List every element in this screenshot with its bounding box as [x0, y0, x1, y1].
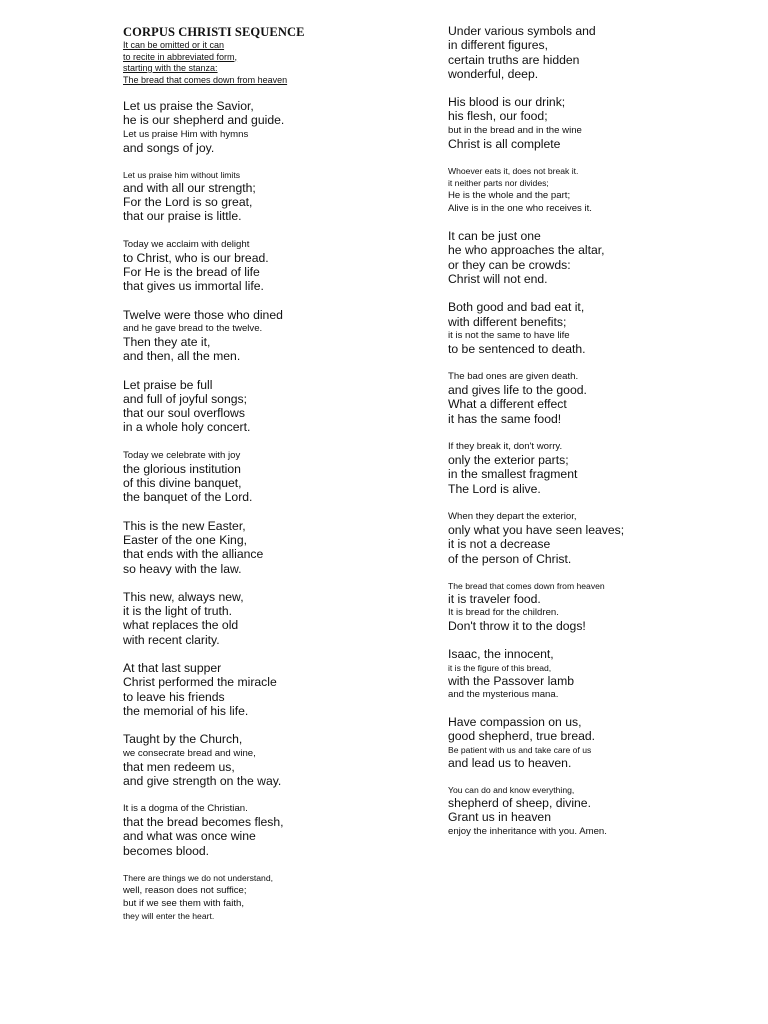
header-note: starting with the stanza:: [123, 63, 218, 73]
stanza: [448, 510, 748, 566]
stanza: [448, 440, 748, 496]
header-note: It can be omitted or it can: [123, 40, 225, 50]
verse-line: Twelve were those who dined: [123, 307, 283, 322]
verse-line: in different figures,: [448, 38, 549, 53]
verse-line: the glorious institution: [123, 461, 241, 476]
left-stanza-list: [123, 99, 423, 922]
verse-line: His blood is our drink;: [448, 95, 566, 110]
verse-line: Today we acclaim with delight: [123, 238, 250, 250]
verse-line: with different benefits;: [448, 314, 567, 329]
verse-line: of the person of Christ.: [448, 551, 572, 566]
verse-line: that ends with the alliance: [123, 547, 264, 562]
verse-line: that gives us immortal life.: [123, 279, 264, 294]
verse-line: but if we see them with faith,: [123, 897, 245, 909]
header-note: to recite in abbreviated form,: [123, 51, 238, 62]
verse-line: At that last supper: [123, 661, 222, 676]
stanza: [123, 590, 423, 647]
verse-line: Isaac, the innocent,: [448, 647, 554, 662]
verse-line: with recent clarity.: [123, 632, 220, 647]
verse-line: For the Lord is so great,: [123, 195, 253, 210]
verse-line: with the Passover lamb: [448, 673, 574, 688]
stanza: [448, 95, 748, 151]
verse-line: or they can be crowds:: [448, 257, 571, 272]
stanza: [123, 169, 423, 224]
verse-line: The Lord is alive.: [448, 481, 541, 496]
verse-line: The bad ones are given death.: [448, 371, 579, 383]
stanza: [123, 449, 423, 505]
verse-line: that the bread becomes flesh,: [123, 815, 284, 830]
header-note: The bread that comes down from heaven: [123, 74, 288, 85]
verse-line: it is traveler food.: [448, 591, 541, 606]
verse-line: and he gave bread to the twelve.: [123, 322, 263, 334]
verse-line: it neither parts nor divides;: [448, 178, 549, 189]
verse-line: only what you have seen leaves;: [448, 522, 625, 537]
verse-line: only the exterior parts;: [448, 453, 569, 468]
verse-line: It is bread for the children.: [448, 607, 559, 619]
stanza: [123, 802, 423, 858]
verse-line: and the mysterious mana.: [448, 689, 559, 701]
verse-line: Christ will not end.: [448, 271, 548, 286]
stanza: [123, 872, 423, 922]
stanza: [123, 378, 423, 435]
verse-line: we consecrate bread and wine,: [123, 747, 256, 759]
verse-line: Today we celebrate with joy: [123, 449, 241, 461]
verse-line: Be patient with us and take care of us: [448, 744, 592, 755]
verse-line: it has the same food!: [448, 411, 562, 426]
verse-line: they will enter the heart.: [123, 910, 215, 921]
verse-line: wonderful, deep.: [448, 66, 539, 81]
verse-line: When they depart the exterior,: [448, 510, 577, 522]
verse-line: Don't throw it to the dogs!: [448, 619, 586, 634]
verse-line: the banquet of the Lord.: [123, 490, 253, 505]
verse-line: that our soul overflows: [123, 406, 245, 421]
verse-line: Let us praise Him with hymns: [123, 128, 249, 140]
verse-line: it is the figure of this bread,: [448, 662, 552, 673]
verse-line: Let us praise him without limits: [123, 169, 241, 180]
stanza: [123, 238, 423, 294]
verse-line: If they break it, don't worry.: [448, 441, 563, 453]
stanza: [123, 661, 423, 718]
verse-line: Taught by the Church,: [123, 732, 243, 747]
verse-line: to be sentenced to death.: [448, 341, 586, 356]
verse-line: Whoever eats it, does not break it.: [448, 166, 579, 177]
verse-line: and songs of joy.: [123, 140, 215, 155]
verse-line: he is our shepherd and guide.: [123, 113, 285, 128]
verse-line: What a different effect: [448, 397, 567, 412]
right-column: [448, 24, 748, 838]
verse-line: in the smallest fragment: [448, 467, 578, 482]
verse-line: There are things we do not understand,: [123, 872, 274, 883]
verse-line: and then, all the men.: [123, 349, 241, 364]
verse-line: Christ performed the miracle: [123, 675, 277, 690]
stanza: [123, 732, 423, 788]
verse-line: shepherd of sheep, divine.: [448, 795, 591, 810]
stanza: [448, 784, 748, 838]
verse-line: This new, always new,: [123, 589, 244, 604]
verse-line: The bread that comes down from heaven: [448, 580, 605, 591]
stanza: [448, 580, 748, 634]
verse-line: of this divine banquet,: [123, 476, 242, 491]
verse-line: Have compassion on us,: [448, 715, 582, 730]
verse-line: it is not a decrease: [448, 537, 551, 552]
verse-line: so heavy with the law.: [123, 561, 242, 576]
verse-line: Alive is in the one who receives it.: [448, 203, 592, 215]
verse-line: that our praise is little.: [123, 209, 242, 224]
document-title: CORPUS CHRISTI SEQUENCE: [123, 25, 305, 39]
verse-line: Christ is all complete: [448, 136, 561, 151]
verse-line: to leave his friends: [123, 689, 225, 704]
verse-line: becomes blood.: [123, 843, 210, 858]
verse-line: Both good and bad eat it,: [448, 300, 585, 315]
verse-line: Grant us in heaven: [448, 810, 551, 825]
verse-line: and lead us to heaven.: [448, 755, 572, 770]
verse-line: and give strength on the way.: [123, 773, 282, 788]
verse-line: to Christ, who is our bread.: [123, 250, 269, 265]
right-stanza-list: [448, 24, 748, 838]
stanza: [123, 99, 423, 155]
verse-line: well, reason does not suffice;: [123, 884, 247, 896]
verse-line: certain truths are hidden: [448, 52, 580, 67]
verse-line: Easter of the one King,: [123, 532, 247, 547]
verse-line: He is the whole and the part;: [448, 190, 571, 202]
verse-line: the memorial of his life.: [123, 703, 249, 718]
verse-line: It can be just one: [448, 229, 541, 244]
verse-line: Under various symbols and: [448, 24, 596, 38]
left-column: [123, 24, 423, 922]
stanza: [448, 165, 748, 215]
verse-line: his flesh, our food;: [448, 109, 548, 124]
verse-line: but in the bread and in the wine: [448, 124, 582, 136]
verse-line: Let praise be full: [123, 377, 213, 392]
verse-line: and what was once wine: [123, 829, 256, 844]
stanza: [448, 647, 748, 701]
verse-line: Then they ate it,: [123, 334, 211, 349]
verse-line: and full of joyful songs;: [123, 391, 247, 406]
verse-line: it is not the same to have life: [448, 329, 570, 341]
stanza: [448, 715, 748, 770]
verse-line: good shepherd, true bread.: [448, 729, 596, 744]
verse-line: For He is the bread of life: [123, 265, 260, 280]
verse-line: and with all our strength;: [123, 180, 256, 195]
verse-line: You can do and know everything,: [448, 784, 575, 795]
stanza: [448, 24, 748, 81]
verse-line: enjoy the inheritance with you. Amen.: [448, 825, 607, 837]
stanza: [448, 370, 748, 426]
stanza: [123, 308, 423, 364]
verse-line: Let us praise the Savior,: [123, 99, 254, 113]
verse-line: This is the new Easter,: [123, 518, 246, 533]
verse-line: and gives life to the good.: [448, 383, 587, 398]
header-block: [123, 24, 423, 86]
verse-line: It is a dogma of the Christian.: [123, 803, 248, 815]
verse-line: he who approaches the altar,: [448, 243, 605, 258]
verse-line: that men redeem us,: [123, 759, 235, 774]
stanza: [448, 300, 748, 356]
verse-line: in a whole holy concert.: [123, 420, 251, 435]
stanza: [123, 519, 423, 576]
verse-line: it is the light of truth.: [123, 604, 233, 619]
verse-line: what replaces the old: [123, 618, 239, 633]
stanza: [448, 229, 748, 286]
